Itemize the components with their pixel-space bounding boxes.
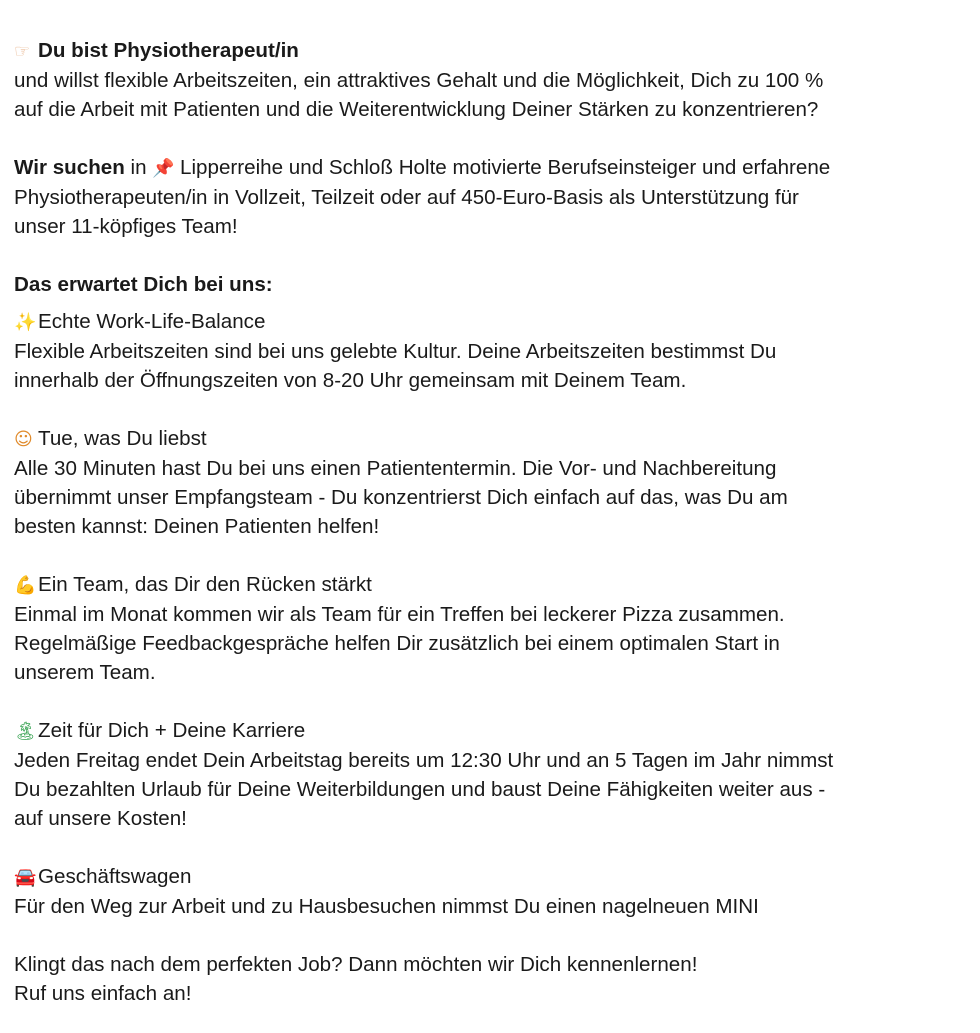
search-line-1 (14, 153, 980, 183)
benefit-title: Echte Work-Life-Balance (38, 310, 266, 333)
flexed-biceps-icon: 💪 (14, 575, 37, 596)
benefit-text-line: unserem Team. (14, 661, 156, 684)
pointing-hand-icon: ☞ (14, 41, 31, 62)
car-icon: 🚘 (14, 867, 37, 888)
benefit-title-line (14, 307, 980, 337)
pushpin-icon: 📌 (152, 158, 175, 179)
intro-text-line-2: auf die Arbeit mit Patienten und die Weiterentwicklung Deiner Stärken zu konzentrieren? (14, 98, 819, 121)
benefit-title: Ein Team, das Dir den Rücken stärkt (38, 573, 372, 596)
search-in: in (124, 156, 153, 179)
sparkles-icon: ✨ (14, 312, 37, 333)
benefit-title-line (14, 424, 980, 454)
search-line-1-rest: Lipperreihe und Schloß Holte motivierte Berufseinsteiger und erfahrene (180, 156, 831, 179)
benefit-title: Tue, was Du liebst (38, 427, 207, 450)
intro-text-line-1: und willst flexible Arbeitszeiten, ein attraktives Gehalt und die Möglichkeit, Dich zu 100 % (14, 69, 824, 92)
benefit-text-line: besten kannst: Deinen Patienten helfen! (14, 515, 380, 538)
search-line-2: Physiotherapeuten/in in Vollzeit, Teilzeit oder auf 450-Euro-Basis als Unterstützung für (14, 186, 799, 209)
benefit-text-line: Für den Weg zur Arbeit und zu Hausbesuchen nimmst Du einen nagelneuen MINI (14, 895, 759, 918)
desert-island-icon: 🏝 (14, 721, 37, 742)
intro-heading-line (14, 36, 980, 66)
benefit-text-line: Alle 30 Minuten hast Du bei uns einen Patiententermin. Die Vor- und Nachbereitung (14, 457, 777, 480)
benefit-text-line: auf unsere Kosten! (14, 807, 187, 830)
benefit-title-line (14, 862, 980, 892)
benefit-title: Zeit für Dich + Deine Karriere (38, 719, 306, 742)
benefit-text-line: Einmal im Monat kommen wir als Team für ein Treffen bei leckerer Pizza zusammen. (14, 603, 785, 626)
smiling-face-with-hearts-icon: ☺ (14, 429, 33, 450)
search-line-3: unser 11-köpfiges Team! (14, 215, 238, 238)
closing-line-2: Ruf uns einfach an! (14, 982, 192, 1005)
benefit-title-line (14, 570, 980, 600)
benefit-title-line (14, 716, 980, 746)
search-bold: Wir suchen (14, 156, 125, 179)
benefit-title: Geschäftswagen (38, 865, 192, 888)
benefit-text-line: Flexible Arbeitszeiten sind bei uns gelebte Kultur. Deine Arbeitszeiten bestimmst Du (14, 340, 777, 363)
closing-line-1: Klingt das nach dem perfekten Job? Dann möchten wir Dich kennenlernen! (14, 953, 698, 976)
benefit-text-line: Regelmäßige Feedbackgespräche helfen Dir zusätzlich bei einem optimalen Start in (14, 632, 780, 655)
benefit-text-line: übernimmt unser Empfangsteam - Du konzentrierst Dich einfach auf das, was Du am (14, 486, 788, 509)
benefit-text-line: Du bezahlten Urlaub für Deine Weiterbildungen und baust Deine Fähigkeiten weiter aus - (14, 778, 826, 801)
benefits-heading: Das erwartet Dich bei uns: (14, 273, 273, 296)
benefit-text-line: innerhalb der Öffnungszeiten von 8-20 Uhr gemeinsam mit Deinem Team. (14, 369, 687, 392)
intro-heading: Du bist Physiotherapeut/in (38, 39, 299, 62)
benefit-text-line: Jeden Freitag endet Dein Arbeitstag bereits um 12:30 Uhr und an 5 Tagen im Jahr nimmst (14, 749, 834, 772)
